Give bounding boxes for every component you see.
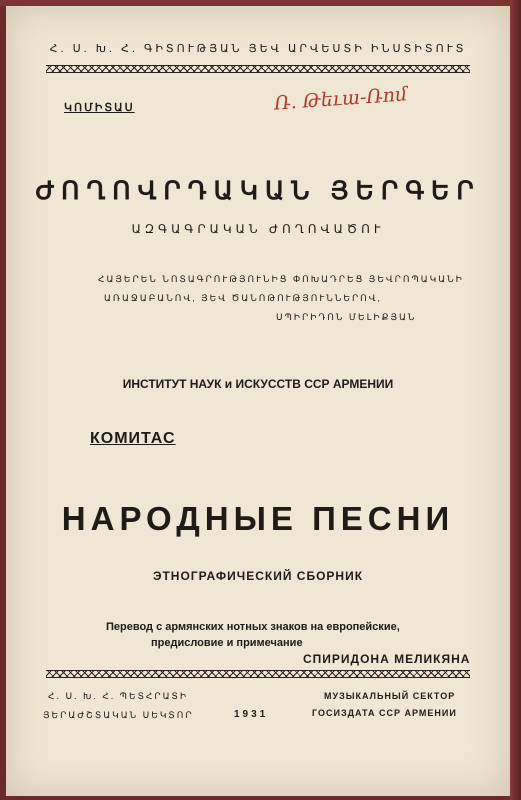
publication-year: 1931: [234, 709, 269, 720]
russian-author-name: КОМИТАС: [90, 430, 176, 447]
russian-translation-note-line1: Перевод с армянских нотных знаков на европейские,: [106, 621, 400, 633]
armenian-title: ԺՈՂՈՎՐԴԱԿԱՆ ՅԵՐԳԵՐ: [35, 177, 481, 205]
ornamental-divider-top: [46, 65, 470, 73]
footer-publisher-russian-line1: МУЗЫКАЛЬНЫЙ СЕКТОР: [324, 691, 456, 701]
footer-publisher-armenian-line2: ՅԵՐԱԺՇՏԱԿԱՆ ՍԵԿՏՈՐ: [43, 710, 194, 720]
armenian-institute-heading: Հ. Ս. Խ. Հ. ԳԻՏՈՒԹՅԱՆ ՅԵՎ ԱՐՎԵՍՏԻ ԻՆՍՏԻՏՈՒՏ: [49, 43, 467, 55]
title-page: [6, 6, 510, 796]
ornamental-divider-bottom: [46, 670, 470, 678]
armenian-subtitle: ԱԶԳԱԳՐԱԿԱՆ ԺՈՂՈՎԱԾՈՒ: [131, 222, 385, 236]
footer-publisher-armenian-line1: Հ. Ս. Խ. Հ. ՊԵՏՀՐԱՏԻ: [48, 691, 189, 701]
armenian-translator-name: ՍՊԻՐԻԴՈՆ ՄԵԼԻՔՅԱՆ: [276, 312, 417, 322]
russian-translation-note-line2: предисловие и примечание: [151, 637, 303, 649]
armenian-author-name: ԿՈՄԻՏԱՍ: [64, 102, 135, 114]
russian-title: НАРОДНЫЕ ПЕСНИ: [61, 500, 455, 537]
armenian-translator-note-line2: ԱՌԱՋԱԲԱՆՈՎ, ՅԵՎ ԾԱՆՈԹՈՒԹՅՈՒՆՆԵՐՈՎ,: [104, 293, 383, 303]
armenian-translator-note-line1: ՀԱՅԵՐԵՆ ՆՈՏԱԳՐՈՒԹՅՈՒՆԻՑ ՓՈԽԱԴՐԵՑ ՅԵՎՐՈՊԱԿԱՆԻ: [98, 274, 464, 284]
russian-translator-name: СПИРИДОНА МЕЛИКЯНА: [303, 652, 471, 666]
footer-publisher-russian-line2: ГОСИЗДАТА ССР АРМЕНИИ: [312, 708, 457, 718]
russian-subtitle: ЭТНОГРАФИЧЕСКИЙ СБОРНИК: [152, 569, 364, 583]
handwritten-signature: Ռ. Թեւա-Ռոմ: [273, 83, 409, 115]
book-cover-edge-right: [510, 0, 521, 800]
russian-institute-heading: ИНСТИТУТ НАУК и ИСКУССТВ ССР АРМЕНИИ: [122, 377, 394, 391]
